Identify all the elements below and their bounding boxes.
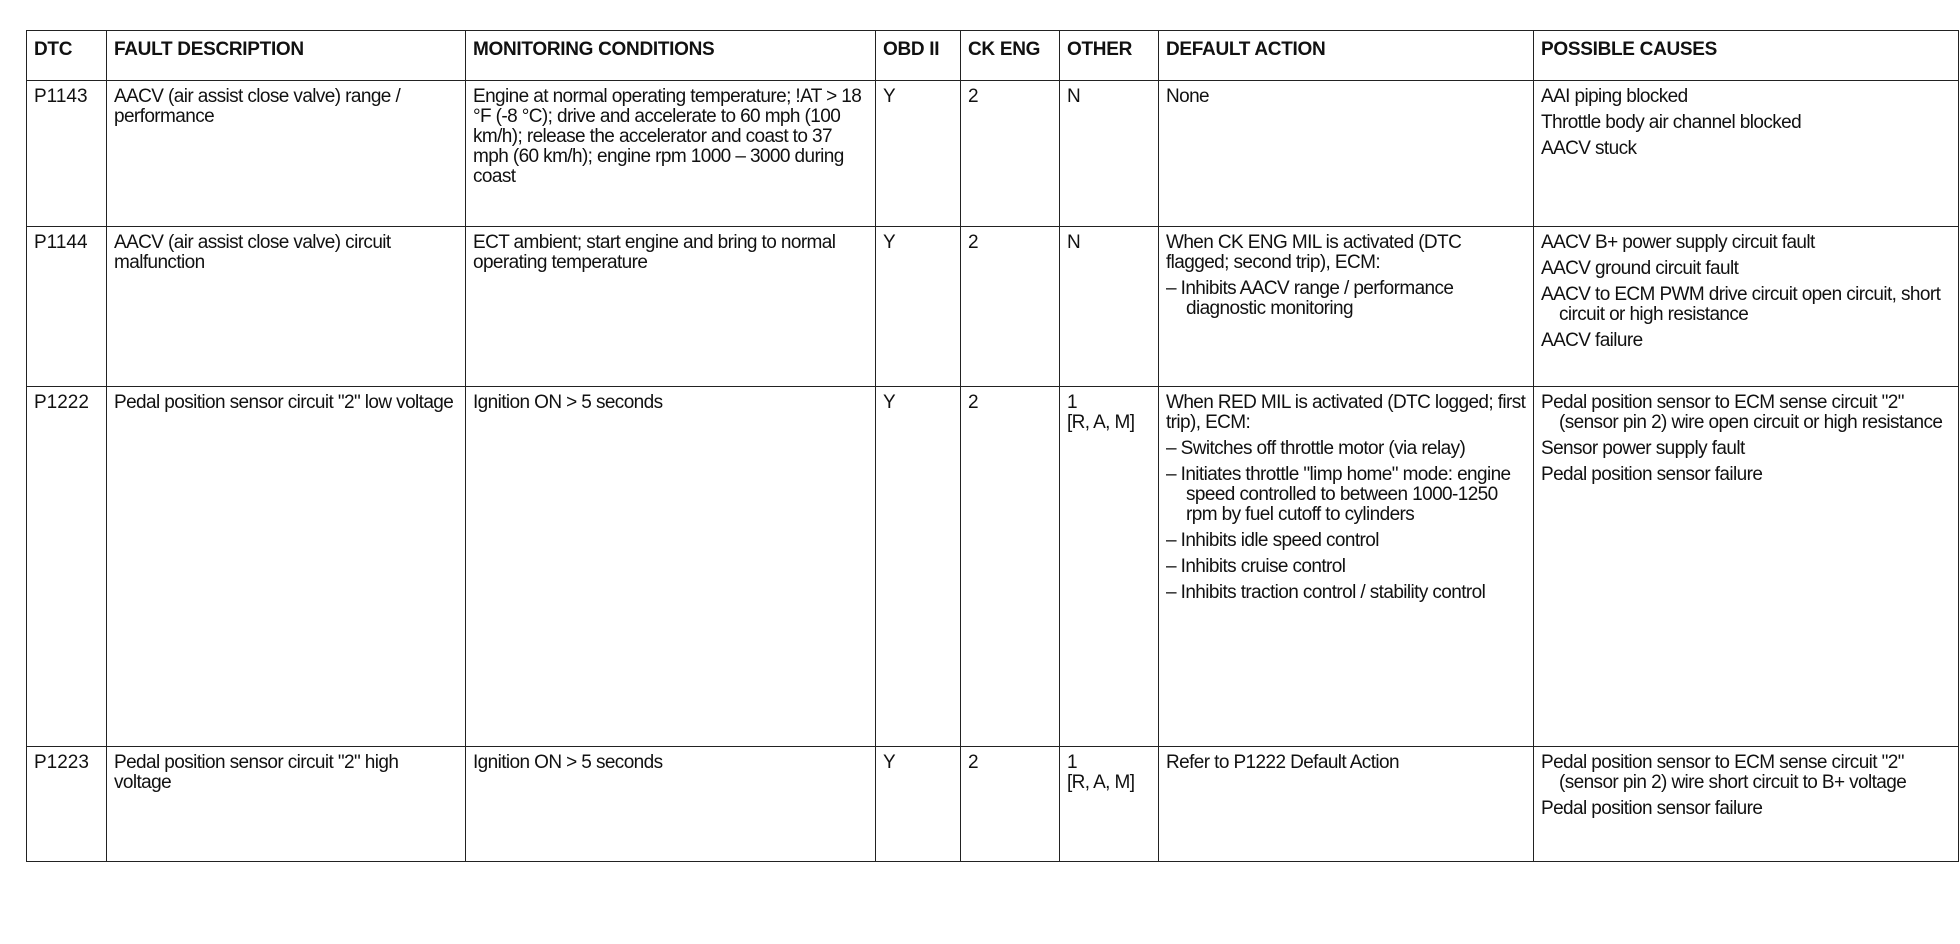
header-possible-causes: POSSIBLE CAUSES xyxy=(1534,31,1959,81)
default-action xyxy=(1159,747,1534,862)
header-row xyxy=(27,31,1959,81)
default-action-intro: None xyxy=(1166,86,1210,107)
default-action-item: – Switches off throttle motor (via relay) xyxy=(1166,438,1466,459)
default-action xyxy=(1159,227,1534,387)
possible-cause: AAI piping blocked xyxy=(1541,86,1688,107)
other-line: N xyxy=(1067,86,1081,107)
default-action-intro: Refer to P1222 Default Action xyxy=(1166,752,1399,773)
dtc-code: P1143 xyxy=(27,81,107,227)
dtc-code: P1144 xyxy=(27,227,107,387)
possible-cause: AACV failure xyxy=(1541,330,1643,351)
fault-description: AACV (air assist close valve) range / performance xyxy=(107,81,466,227)
other-line: N xyxy=(1067,232,1081,253)
possible-cause: Pedal position sensor failure xyxy=(1541,798,1763,819)
default-action-item: – Initiates throttle "limp home" mode: engine speed controlled to between 1000-1250 rpm by fuel cutoff to cylinders xyxy=(1166,464,1511,525)
possible-causes xyxy=(1534,747,1959,862)
default-action-item: – Inhibits idle speed control xyxy=(1166,530,1379,551)
default-action-item: – Inhibits cruise control xyxy=(1166,556,1346,577)
other-line: 1 xyxy=(1067,752,1077,773)
header-dtc: DTC xyxy=(27,31,107,81)
obd-ii-value: Y xyxy=(876,747,961,862)
table-row xyxy=(27,747,1959,862)
dtc-code: P1222 xyxy=(27,387,107,747)
possible-cause: Pedal position sensor failure xyxy=(1541,464,1763,485)
monitoring-conditions: Engine at normal operating temperature; !AT > 18 °F (-8 °C); drive and accelerate to 60 mph (100 km/h); release the accelerator and coast to 37 mph (60 km/h); engine rpm 1000 – 3000 during coast xyxy=(466,81,876,227)
other-value xyxy=(1060,227,1159,387)
possible-causes xyxy=(1534,81,1959,227)
dtc-table xyxy=(26,30,1959,862)
possible-cause: AACV B+ power supply circuit fault xyxy=(1541,232,1815,253)
fault-description: Pedal position sensor circuit "2" high voltage xyxy=(107,747,466,862)
header-monitoring-conditions: MONITORING CONDITIONS xyxy=(466,31,876,81)
possible-causes xyxy=(1534,387,1959,747)
possible-cause: AACV ground circuit fault xyxy=(1541,258,1739,279)
header-default-action: DEFAULT ACTION xyxy=(1159,31,1534,81)
other-value xyxy=(1060,81,1159,227)
other-line: 1 xyxy=(1067,392,1077,413)
other-line: [R, A, M] xyxy=(1067,412,1135,433)
default-action xyxy=(1159,387,1534,747)
default-action-intro: When CK ENG MIL is activated (DTC flagged; second trip), ECM: xyxy=(1166,232,1462,273)
possible-cause: AACV to ECM PWM drive circuit open circuit, short circuit or high resistance xyxy=(1541,284,1941,325)
default-action-item: – Inhibits AACV range / performance diagnostic monitoring xyxy=(1166,278,1454,319)
default-action xyxy=(1159,81,1534,227)
other-value xyxy=(1060,387,1159,747)
ck-eng-value: 2 xyxy=(961,747,1060,862)
possible-cause: Sensor power supply fault xyxy=(1541,438,1745,459)
header-other: OTHER xyxy=(1060,31,1159,81)
table-row xyxy=(27,81,1959,227)
ck-eng-value: 2 xyxy=(961,81,1060,227)
possible-causes xyxy=(1534,227,1959,387)
default-action-intro: When RED MIL is activated (DTC logged; first trip), ECM: xyxy=(1166,392,1526,433)
possible-cause: Throttle body air channel blocked xyxy=(1541,112,1802,133)
header-ck-eng: CK ENG xyxy=(961,31,1060,81)
header-obd-ii: OBD II xyxy=(876,31,961,81)
possible-cause: AACV stuck xyxy=(1541,138,1637,159)
other-value xyxy=(1060,747,1159,862)
ck-eng-value: 2 xyxy=(961,387,1060,747)
monitoring-conditions: ECT ambient; start engine and bring to normal operating temperature xyxy=(466,227,876,387)
other-line: [R, A, M] xyxy=(1067,772,1135,793)
monitoring-conditions: Ignition ON > 5 seconds xyxy=(466,387,876,747)
table-body xyxy=(27,81,1959,862)
possible-cause: Pedal position sensor to ECM sense circuit "2" (sensor pin 2) wire short circuit to B+ voltage xyxy=(1541,752,1907,793)
obd-ii-value: Y xyxy=(876,387,961,747)
obd-ii-value: Y xyxy=(876,227,961,387)
dtc-code: P1223 xyxy=(27,747,107,862)
fault-description: AACV (air assist close valve) circuit malfunction xyxy=(107,227,466,387)
default-action-item: – Inhibits traction control / stability control xyxy=(1166,582,1486,603)
possible-cause: Pedal position sensor to ECM sense circuit "2" (sensor pin 2) wire open circuit or high resistance xyxy=(1541,392,1943,433)
fault-description: Pedal position sensor circuit "2" low voltage xyxy=(107,387,466,747)
monitoring-conditions: Ignition ON > 5 seconds xyxy=(466,747,876,862)
table-row xyxy=(27,387,1959,747)
obd-ii-value: Y xyxy=(876,81,961,227)
header-fault-description: FAULT DESCRIPTION xyxy=(107,31,466,81)
ck-eng-value: 2 xyxy=(961,227,1060,387)
table-row xyxy=(27,227,1959,387)
